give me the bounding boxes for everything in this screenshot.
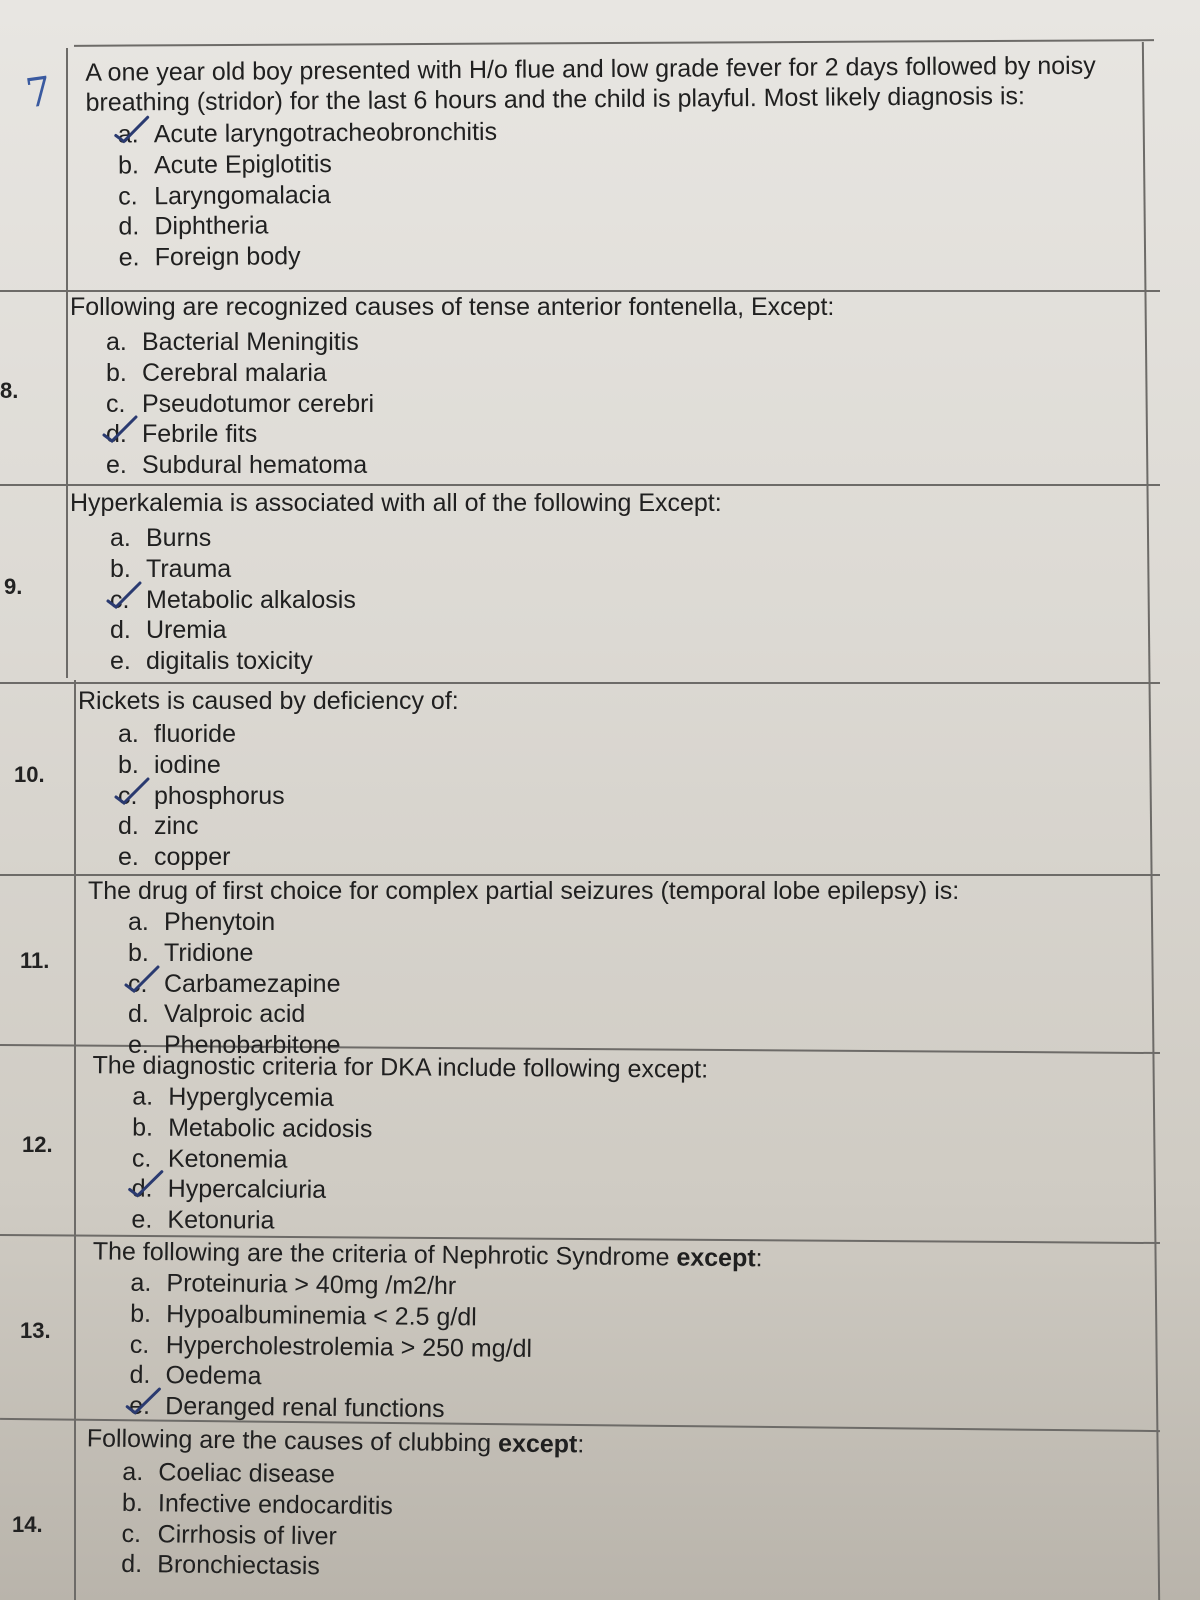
options-list: [118, 719, 1158, 873]
option-text: phosphorus: [154, 781, 285, 810]
question-text-end: :: [577, 1430, 585, 1459]
option-letter: a.: [122, 1457, 144, 1487]
option-letter: d.: [121, 1550, 143, 1579]
option-text: Hypoalbuminemia < 2.5 g/dl: [166, 1299, 477, 1332]
question-number: 8.: [0, 378, 19, 403]
option-text: digitalis toxicity: [146, 647, 313, 676]
option-letter: a.: [106, 328, 127, 356]
option-letter: d.: [106, 420, 127, 449]
option-c[interactable]: [118, 781, 1158, 812]
option-b[interactable]: [106, 358, 1150, 389]
option-letter: c.: [131, 1144, 152, 1173]
option-text: Metabolic alkalosis: [146, 585, 356, 614]
table-left-border-top: [66, 48, 68, 678]
option-text: fluoride: [154, 720, 236, 748]
question-text: The diagnostic criteria for DKA include following except:: [92, 1051, 709, 1084]
question-block: [91, 1050, 1172, 1243]
option-letter: b.: [118, 750, 139, 779]
option-a[interactable]: [118, 719, 1158, 750]
option-letter: d.: [110, 616, 131, 645]
option-letter: e.: [128, 1031, 149, 1060]
option-letter: a.: [132, 1082, 154, 1111]
question-number: 11.: [20, 948, 50, 973]
option-a[interactable]: [128, 907, 1168, 938]
option-text: Diphtheria: [154, 211, 269, 241]
option-text: Ketonuria: [167, 1205, 275, 1235]
question-text-emphasis: except: [676, 1243, 756, 1273]
option-text: Hypercholestrolemia > 250 mg/dl: [165, 1330, 533, 1363]
option-letter: d.: [129, 1361, 151, 1390]
option-letter: c.: [129, 1330, 150, 1359]
option-letter: e.: [110, 647, 131, 676]
option-text: Subdural hematoma: [142, 451, 368, 480]
option-letter: c.: [106, 389, 126, 418]
option-text: Hypercalciuria: [167, 1175, 327, 1205]
option-letter: e.: [131, 1205, 153, 1234]
checkmark-icon: [112, 113, 152, 145]
option-text: Deranged renal functions: [165, 1392, 445, 1424]
question-number: 13.: [20, 1318, 51, 1343]
option-text: Laryngomalacia: [154, 180, 331, 210]
options-list: [129, 1268, 1173, 1433]
option-letter: b.: [132, 1113, 154, 1142]
question-text-main: The following are the criteria of Nephrotic Syndrome: [92, 1237, 677, 1272]
option-e[interactable]: [106, 450, 1150, 481]
option-text: Proteinuria > 40mg /m2/hr: [166, 1269, 457, 1301]
option-text: Foreign body: [154, 242, 301, 272]
option-text: Cirrhosis of liver: [157, 1519, 338, 1551]
option-a[interactable]: [106, 327, 1150, 358]
question-text: The drug of first choice for complex partial seizures (temporal lobe epilepsy) is:: [88, 877, 960, 905]
question-block: [91, 1236, 1173, 1432]
option-letter: a.: [130, 1268, 152, 1297]
option-letter: c.: [121, 1519, 142, 1548]
option-d[interactable]: [106, 419, 1150, 450]
option-letter: b.: [128, 938, 149, 967]
option-text: copper: [154, 843, 231, 872]
handwritten-question-number: 7: [22, 68, 55, 118]
question-text: Following are recognized causes of tense anterior fontenella, Except:: [70, 293, 835, 321]
option-e[interactable]: [119, 235, 1147, 273]
option-text: Hyperglycemia: [168, 1082, 334, 1112]
question-number: 9.: [4, 574, 23, 599]
option-letter: b.: [110, 554, 131, 583]
option-b[interactable]: [128, 938, 1168, 969]
question-block: [70, 292, 1150, 481]
checkmark-icon: [100, 413, 140, 445]
option-text: Phenytoin: [164, 908, 276, 936]
question-block: [70, 488, 1150, 677]
option-text: Acute laryngotracheobronchitis: [153, 117, 498, 149]
question-text-main: Following are the causes of clubbing: [86, 1424, 499, 1458]
option-letter: a.: [110, 524, 131, 552]
option-text: Pseudotumor cerebri: [142, 389, 375, 418]
option-text: Bacterial Meningitis: [142, 328, 359, 356]
checkmark-icon: [123, 1385, 163, 1417]
options-list: [131, 1082, 1172, 1243]
question-text-end: :: [755, 1244, 763, 1273]
option-c[interactable]: [106, 389, 1150, 420]
option-text: Coeliac disease: [158, 1458, 336, 1489]
question-text: Hyperkalemia is associated with all of the following Except:: [70, 489, 722, 517]
checkmark-icon: [104, 579, 144, 611]
option-letter: a.: [128, 908, 149, 936]
option-text: Trauma: [146, 554, 232, 583]
option-text: Ketonemia: [167, 1144, 288, 1174]
question-number: 10.: [14, 762, 45, 787]
option-text: zinc: [154, 812, 199, 841]
row-divider: [0, 682, 1160, 684]
option-text: iodine: [154, 750, 221, 779]
option-letter: b.: [117, 151, 139, 180]
option-letter: d.: [128, 1000, 149, 1029]
table-top-border: [74, 39, 1154, 47]
options-list: [106, 327, 1150, 481]
option-d[interactable]: [118, 811, 1158, 842]
option-d[interactable]: [110, 615, 1150, 646]
option-text: Phenobarbitone: [164, 1031, 341, 1060]
checkmark-icon: [112, 775, 152, 807]
option-letter: d.: [118, 212, 140, 241]
question-block: [78, 686, 1158, 873]
option-letter: c.: [118, 781, 138, 810]
option-text: Cerebral malaria: [142, 358, 327, 387]
question-text-emphasis: except: [497, 1429, 578, 1459]
option-letter: e.: [129, 1391, 151, 1421]
option-letter: c.: [118, 181, 138, 211]
option-text: Uremia: [146, 616, 227, 645]
options-list: [121, 1457, 1166, 1593]
question-number: 14.: [12, 1512, 43, 1537]
options-list: [128, 907, 1168, 1061]
question-block: [85, 1423, 1167, 1592]
option-text: Acute Epiglotitis: [153, 149, 332, 180]
table-left-border-bottom: [74, 680, 76, 1600]
option-letter: c.: [128, 969, 148, 998]
option-text: Tridione: [164, 938, 254, 967]
option-b[interactable]: [110, 554, 1150, 585]
option-letter: b.: [130, 1299, 152, 1328]
option-letter: b.: [121, 1488, 144, 1517]
option-text: Burns: [146, 524, 212, 552]
option-letter: e.: [118, 843, 139, 872]
option-e[interactable]: [110, 646, 1150, 677]
options-list: [118, 112, 1147, 273]
checkmark-icon: [122, 963, 162, 995]
option-letter: a.: [118, 720, 139, 748]
option-text: Infective endocarditis: [157, 1489, 394, 1520]
option-text: Bronchiectasis: [157, 1550, 321, 1581]
question-text: A one year old boy presented with H/o flue and low grade fever for 2 days followed by noisy breathing (stridor) for the last 6 hours and the child is playful. Most likely diagnosis is:: [85, 51, 1096, 117]
option-text: Febrile fits: [142, 420, 258, 449]
option-letter: c.: [110, 585, 130, 614]
question-number: 12.: [22, 1132, 53, 1157]
option-a[interactable]: [110, 523, 1150, 554]
option-e[interactable]: [118, 842, 1158, 873]
option-text: Valproic acid: [164, 1000, 306, 1029]
option-letter: b.: [106, 358, 127, 387]
checkmark-icon: [126, 1168, 166, 1200]
option-letter: d.: [131, 1174, 153, 1204]
option-letter: d.: [118, 812, 139, 841]
option-d[interactable]: [128, 999, 1168, 1030]
option-b[interactable]: [118, 750, 1158, 781]
option-text: Carbamezapine: [164, 969, 341, 998]
question-text: Rickets is caused by deficiency of:: [78, 687, 459, 715]
question-block: [88, 876, 1168, 1061]
option-text: Metabolic acidosis: [168, 1113, 373, 1143]
option-letter: e.: [106, 451, 127, 480]
row-divider: [0, 484, 1160, 486]
option-c[interactable]: [110, 585, 1150, 616]
option-letter: a.: [117, 120, 139, 149]
option-c[interactable]: [128, 969, 1168, 1000]
option-letter: e.: [118, 243, 140, 272]
options-list: [110, 523, 1150, 677]
question-block: [85, 50, 1146, 273]
option-text: Oedema: [165, 1361, 262, 1391]
